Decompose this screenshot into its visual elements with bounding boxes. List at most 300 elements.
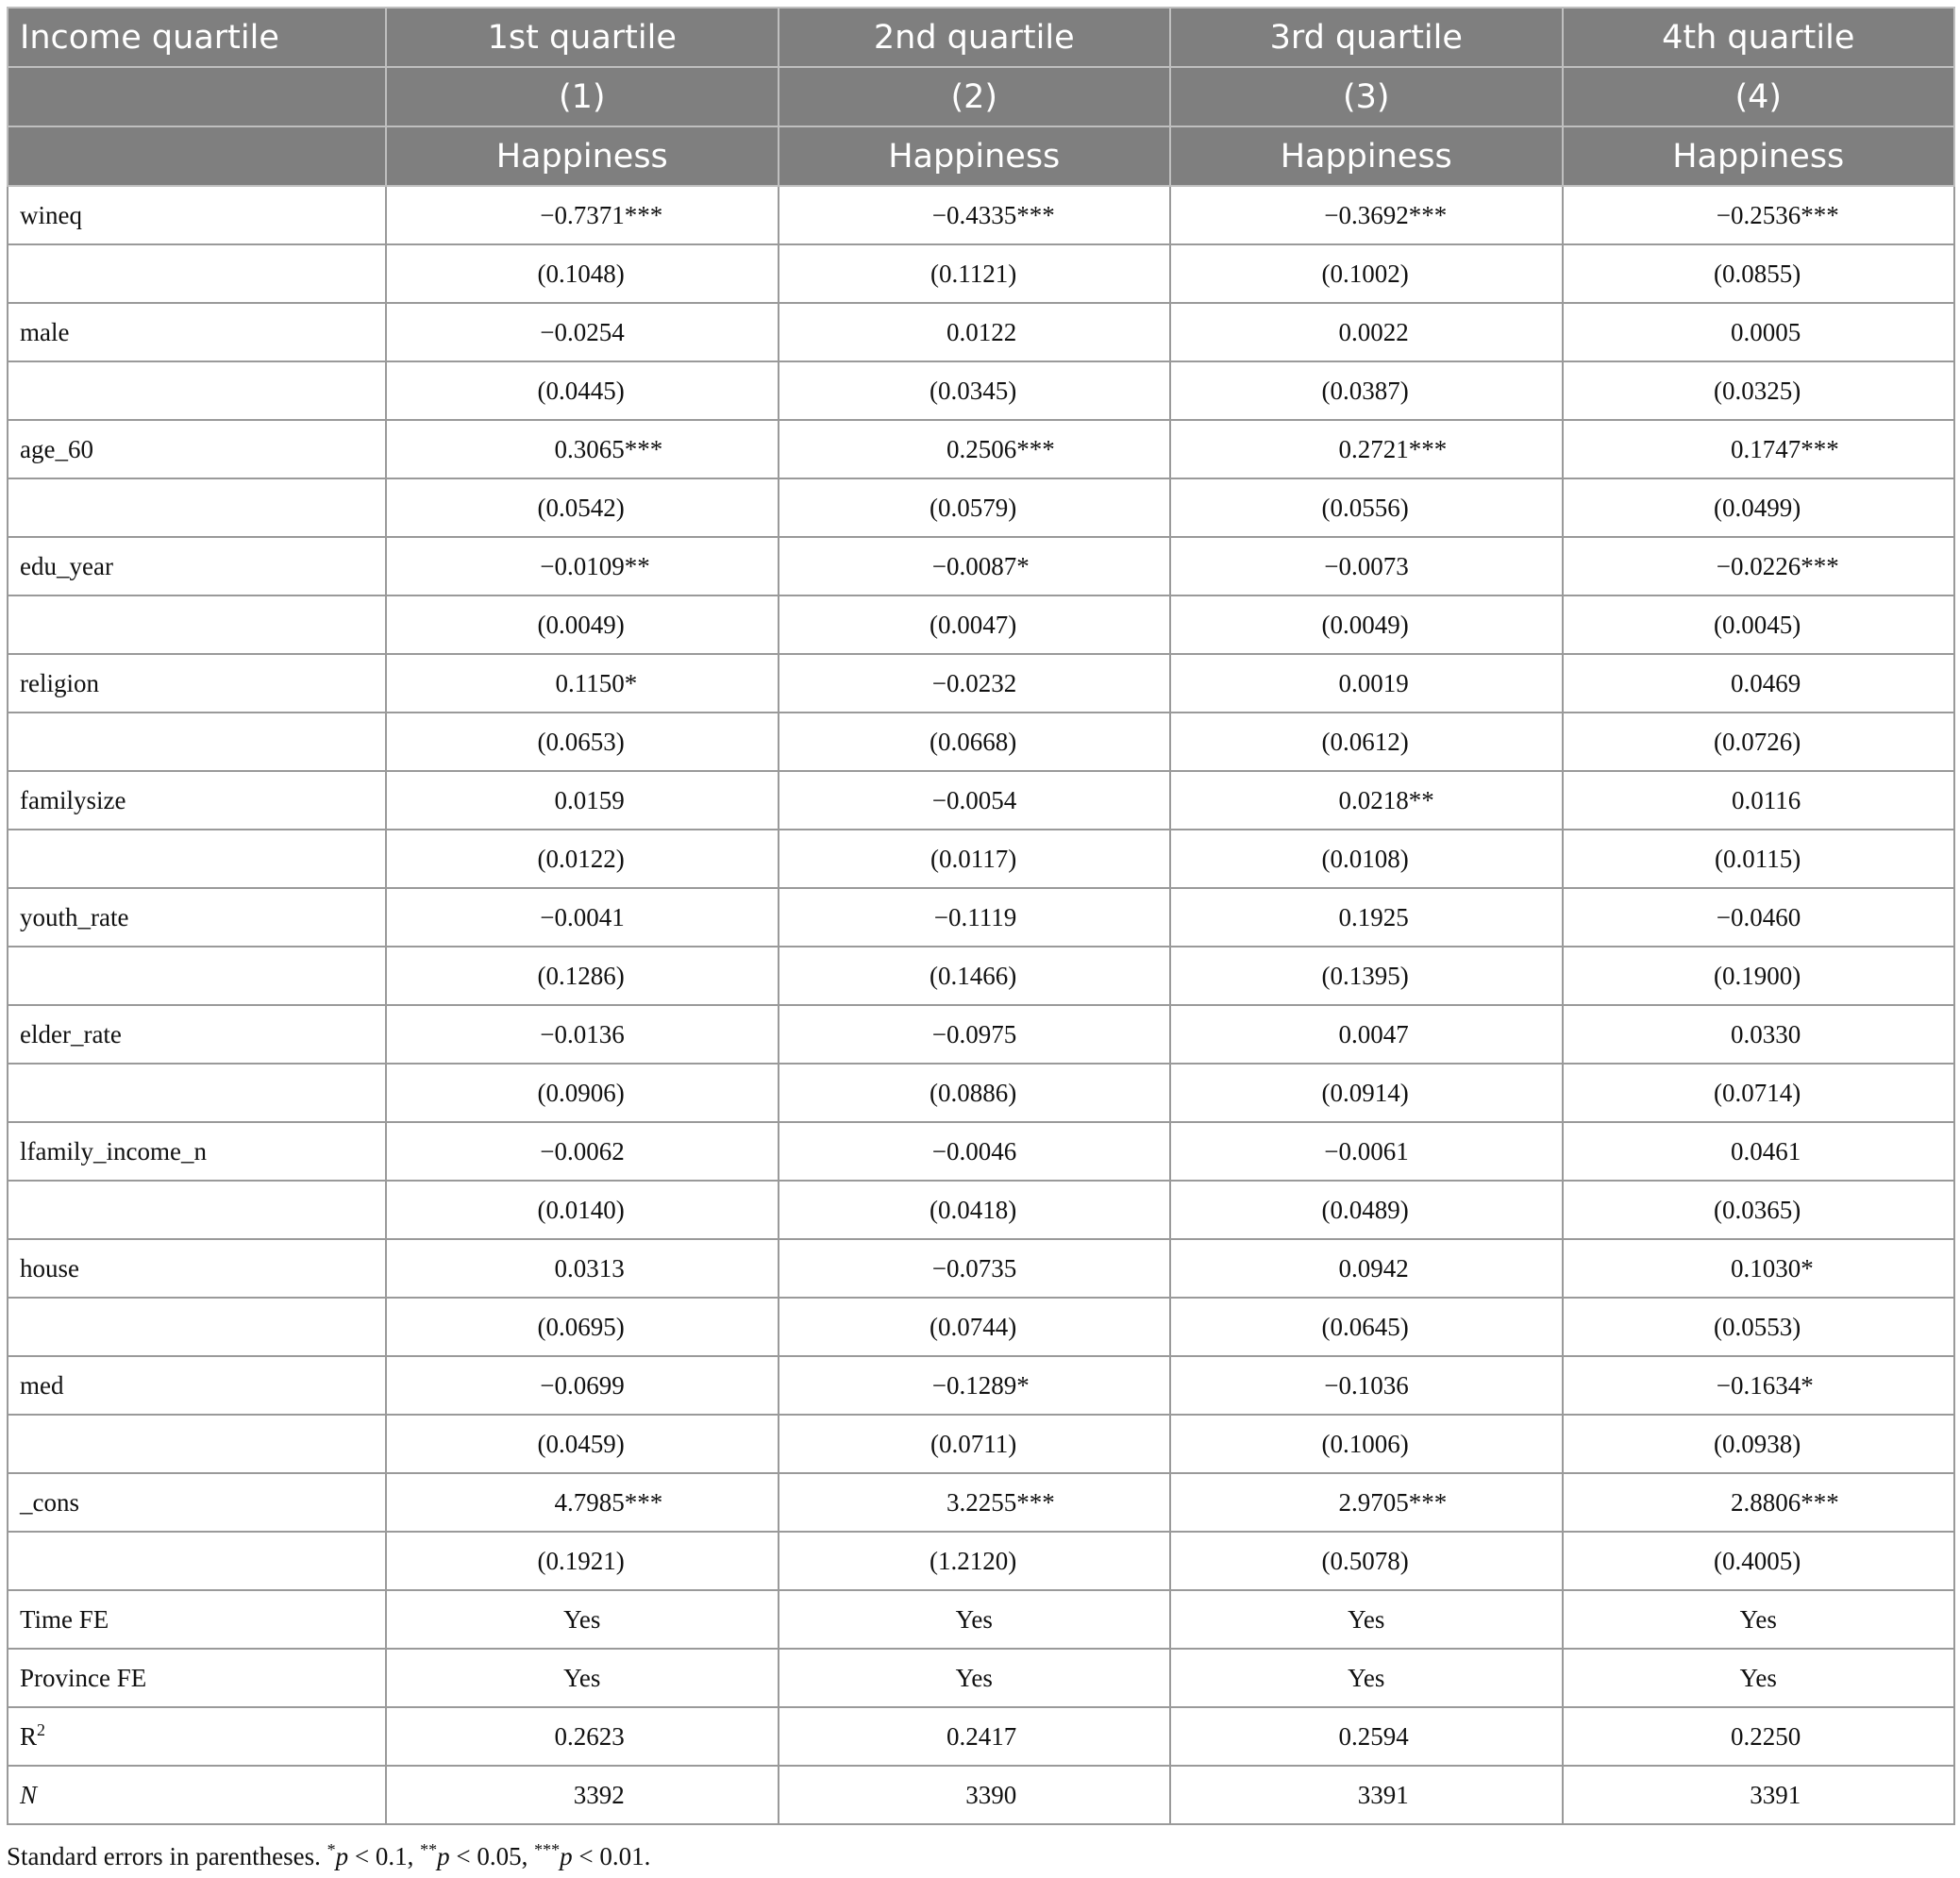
standard-error-value: (0.0542) xyxy=(537,493,625,522)
standard-error-value: (0.0489) xyxy=(1321,1195,1409,1224)
footnote-stars: *** xyxy=(534,1840,561,1859)
coefficient-value: 0.0022 xyxy=(1338,317,1409,346)
coefficient-cell xyxy=(1563,1005,1955,1064)
standard-error-value: (0.0553) xyxy=(1714,1312,1801,1341)
standard-error-cell xyxy=(779,478,1171,537)
fixed-effect-cell xyxy=(779,1590,1171,1649)
coefficient-value: −0.0460 xyxy=(1716,902,1801,931)
footnote-stars: * xyxy=(327,1840,336,1859)
table-body xyxy=(8,186,1954,1824)
significance-stars: * xyxy=(624,668,638,697)
standard-error-value: (0.1286) xyxy=(537,961,625,990)
standard-error-value: (0.0049) xyxy=(1321,610,1409,639)
variable-label: edu_year xyxy=(8,537,386,595)
variable-label: male xyxy=(8,303,386,361)
standard-error-cell xyxy=(386,1415,779,1473)
fixed-effect-value: Yes xyxy=(563,1663,601,1692)
coefficient-cell xyxy=(779,888,1171,947)
coefficient-cell xyxy=(1563,888,1955,947)
significance-stars: *** xyxy=(624,200,663,229)
standard-error-cell xyxy=(1563,1298,1955,1356)
coefficient-value: 0.2721 xyxy=(1338,434,1409,463)
coefficient-value: 0.0469 xyxy=(1731,668,1801,697)
fixed-effect-value: Yes xyxy=(1739,1663,1777,1692)
observations-value: 3391 xyxy=(1357,1780,1409,1809)
standard-error-value: (0.0387) xyxy=(1321,376,1409,405)
standard-error-cell xyxy=(386,947,779,1005)
coefficient-value: 0.2506 xyxy=(946,434,1017,463)
footnote-threshold: < 0.01. xyxy=(572,1842,651,1870)
coefficient-cell xyxy=(779,1356,1171,1415)
standard-error-row xyxy=(8,1064,1954,1122)
r-squared-base: R xyxy=(20,1721,38,1751)
coefficient-cell xyxy=(1563,420,1955,478)
standard-error-value: (0.0459) xyxy=(537,1429,625,1458)
coefficient-value: 0.0159 xyxy=(554,785,625,814)
coefficient-cell xyxy=(779,1239,1171,1298)
coefficient-value: −0.0087 xyxy=(931,551,1017,580)
coefficient-value: 0.0313 xyxy=(554,1253,625,1283)
standard-error-value: (0.0115) xyxy=(1715,844,1801,873)
footnote-p: p xyxy=(437,1842,450,1870)
footnote-p: p xyxy=(335,1842,349,1870)
standard-error-value: (0.0886) xyxy=(930,1078,1017,1107)
coefficient-cell xyxy=(1170,1356,1563,1415)
coefficient-cell xyxy=(779,1005,1171,1064)
coefficient-cell xyxy=(1170,888,1563,947)
coefficient-cell xyxy=(779,303,1171,361)
variable-label: youth_rate xyxy=(8,888,386,947)
coefficient-row xyxy=(8,420,1954,478)
standard-error-value: (0.0108) xyxy=(1321,844,1409,873)
coefficient-value: 4.7985 xyxy=(554,1487,625,1517)
empty-label-cell xyxy=(8,1064,386,1122)
fixed-effect-value: Yes xyxy=(955,1604,993,1634)
standard-error-value: (0.0653) xyxy=(537,727,625,756)
coefficient-cell xyxy=(779,771,1171,830)
observations-value: 3391 xyxy=(1750,1780,1801,1809)
coefficient-value: −0.0073 xyxy=(1324,551,1409,580)
standard-error-value: (0.1006) xyxy=(1321,1429,1409,1458)
coefficient-value: −0.7371 xyxy=(540,200,625,229)
coefficient-cell xyxy=(1170,303,1563,361)
standard-error-cell xyxy=(779,595,1171,654)
coefficient-cell xyxy=(1170,537,1563,595)
standard-error-row xyxy=(8,947,1954,1005)
coefficient-row xyxy=(8,654,1954,713)
empty-label-cell xyxy=(8,1298,386,1356)
standard-error-cell xyxy=(1563,244,1955,303)
standard-error-value: (0.0556) xyxy=(1321,493,1409,522)
r-squared-value: 0.2623 xyxy=(554,1721,625,1751)
fixed-effect-cell xyxy=(1170,1649,1563,1707)
standard-error-value: (0.0711) xyxy=(930,1429,1017,1458)
coefficient-value: −0.4335 xyxy=(931,200,1017,229)
empty-label-cell xyxy=(8,713,386,771)
standard-error-cell xyxy=(1563,361,1955,420)
variable-label: med xyxy=(8,1356,386,1415)
standard-error-cell xyxy=(1563,1064,1955,1122)
significance-stars: *** xyxy=(624,1487,663,1517)
observations-value: 3392 xyxy=(573,1780,625,1809)
standard-error-value: (0.0579) xyxy=(930,493,1017,522)
significance-stars: *** xyxy=(1801,200,1839,229)
coefficient-cell xyxy=(1170,1473,1563,1532)
standard-error-cell xyxy=(1563,947,1955,1005)
standard-error-cell xyxy=(1170,947,1563,1005)
fixed-effect-label: Time FE xyxy=(8,1590,386,1649)
standard-error-value: (0.0726) xyxy=(1714,727,1801,756)
standard-error-value: (0.0140) xyxy=(537,1195,625,1224)
standard-error-row xyxy=(8,1532,1954,1590)
fixed-effect-value: Yes xyxy=(955,1663,993,1692)
standard-error-cell xyxy=(1170,713,1563,771)
empty-label-cell xyxy=(8,361,386,420)
r-squared-cell xyxy=(386,1707,779,1766)
standard-error-value: (0.0047) xyxy=(930,610,1017,639)
standard-error-row xyxy=(8,244,1954,303)
standard-error-cell xyxy=(1563,713,1955,771)
coefficient-cell xyxy=(1563,537,1955,595)
coefficient-row xyxy=(8,1473,1954,1532)
header-cell: (3) xyxy=(1170,67,1563,126)
coefficient-value: −0.0062 xyxy=(540,1136,625,1165)
footnote-stars: ** xyxy=(420,1840,438,1859)
coefficient-value: −0.1036 xyxy=(1324,1370,1409,1400)
coefficient-cell xyxy=(779,537,1171,595)
fixed-effect-value: Yes xyxy=(1739,1604,1777,1634)
header-cell: (1) xyxy=(386,67,779,126)
standard-error-cell xyxy=(779,713,1171,771)
header-cell: Happiness xyxy=(1563,126,1955,186)
standard-error-value: (0.0645) xyxy=(1321,1312,1409,1341)
standard-error-cell xyxy=(779,947,1171,1005)
fixed-effect-value: Yes xyxy=(1348,1663,1385,1692)
standard-error-value: (0.0117) xyxy=(930,844,1017,873)
footnote-lead: Standard errors in parentheses. xyxy=(7,1842,327,1870)
coefficient-cell xyxy=(386,654,779,713)
significance-stars: *** xyxy=(1801,434,1839,463)
coefficient-cell xyxy=(1563,303,1955,361)
coefficient-value: 0.3065 xyxy=(554,434,625,463)
header-cell: Happiness xyxy=(386,126,779,186)
coefficient-cell xyxy=(386,186,779,244)
significance-stars: *** xyxy=(1016,434,1055,463)
coefficient-row xyxy=(8,186,1954,244)
standard-error-cell xyxy=(386,361,779,420)
standard-error-row xyxy=(8,595,1954,654)
coefficient-cell xyxy=(1170,186,1563,244)
significance-stars: *** xyxy=(1408,1487,1448,1517)
r-squared-cell xyxy=(779,1707,1171,1766)
coefficient-value: −0.0254 xyxy=(540,317,625,346)
standard-error-row xyxy=(8,1298,1954,1356)
header-row-dependent-variable xyxy=(8,126,1954,186)
coefficient-cell xyxy=(1563,1239,1955,1298)
coefficient-cell xyxy=(1563,1356,1955,1415)
standard-error-value: (0.1900) xyxy=(1714,961,1801,990)
coefficient-value: −0.0699 xyxy=(540,1370,625,1400)
standard-error-cell xyxy=(386,1298,779,1356)
standard-error-cell xyxy=(386,244,779,303)
standard-error-cell xyxy=(1170,830,1563,888)
table-footnote xyxy=(7,1842,650,1871)
table-header xyxy=(8,8,1954,186)
standard-error-value: (0.0668) xyxy=(930,727,1017,756)
header-cell: 1st quartile xyxy=(386,8,779,67)
standard-error-value: (0.0445) xyxy=(537,376,625,405)
r-squared-value: 0.2250 xyxy=(1731,1721,1801,1751)
r-squared-label xyxy=(8,1707,386,1766)
observations-value: 3390 xyxy=(965,1780,1017,1809)
coefficient-row xyxy=(8,303,1954,361)
coefficient-row xyxy=(8,1239,1954,1298)
coefficient-row xyxy=(8,771,1954,830)
regression-table xyxy=(7,7,1955,1825)
coefficient-cell xyxy=(779,654,1171,713)
coefficient-cell xyxy=(779,1473,1171,1532)
r-squared-value: 0.2594 xyxy=(1338,1721,1409,1751)
standard-error-cell xyxy=(386,713,779,771)
coefficient-value: −0.0136 xyxy=(540,1019,625,1048)
coefficient-value: −0.0109 xyxy=(540,551,625,580)
significance-stars: * xyxy=(1801,1253,1814,1283)
standard-error-value: (0.0345) xyxy=(930,376,1017,405)
coefficient-row xyxy=(8,537,1954,595)
standard-error-value: (0.0499) xyxy=(1714,493,1801,522)
empty-label-cell xyxy=(8,478,386,537)
standard-error-cell xyxy=(1170,361,1563,420)
standard-error-value: (0.0325) xyxy=(1714,376,1801,405)
standard-error-value: (0.0914) xyxy=(1321,1078,1409,1107)
fixed-effect-value: Yes xyxy=(563,1604,601,1634)
coefficient-value: −0.0975 xyxy=(931,1019,1017,1048)
coefficient-cell xyxy=(1170,654,1563,713)
coefficient-value: 0.1150 xyxy=(555,668,625,697)
standard-error-cell xyxy=(1170,478,1563,537)
coefficient-cell xyxy=(1563,654,1955,713)
coefficient-cell xyxy=(1170,420,1563,478)
footnote-threshold: < 0.1, xyxy=(348,1842,421,1870)
coefficient-value: −0.3692 xyxy=(1324,200,1409,229)
significance-stars: * xyxy=(1016,551,1030,580)
standard-error-row xyxy=(8,1415,1954,1473)
standard-error-cell xyxy=(1563,595,1955,654)
coefficient-value: −0.1289 xyxy=(931,1370,1017,1400)
coefficient-cell xyxy=(1170,771,1563,830)
fixed-effect-cell xyxy=(386,1649,779,1707)
r-squared-superscript: 2 xyxy=(37,1719,46,1739)
standard-error-cell xyxy=(386,830,779,888)
coefficient-row xyxy=(8,1356,1954,1415)
standard-error-value: (0.1466) xyxy=(930,961,1017,990)
standard-error-value: (0.0714) xyxy=(1714,1078,1801,1107)
coefficient-value: 0.0330 xyxy=(1731,1019,1801,1048)
significance-stars: ** xyxy=(1408,785,1434,814)
standard-error-cell xyxy=(779,830,1171,888)
standard-error-cell xyxy=(1170,1298,1563,1356)
standard-error-cell xyxy=(386,1532,779,1590)
standard-error-cell xyxy=(1563,830,1955,888)
observations-cell xyxy=(1563,1766,1955,1824)
coefficient-cell xyxy=(1170,1005,1563,1064)
coefficient-cell xyxy=(779,1122,1171,1181)
empty-label-cell xyxy=(8,830,386,888)
coefficient-cell xyxy=(1563,186,1955,244)
observations-cell xyxy=(1170,1766,1563,1824)
header-cell: Happiness xyxy=(779,126,1171,186)
significance-stars: * xyxy=(1016,1370,1030,1400)
coefficient-row xyxy=(8,1122,1954,1181)
coefficient-value: −0.0061 xyxy=(1324,1136,1409,1165)
standard-error-cell xyxy=(1563,1415,1955,1473)
coefficient-value: −0.0226 xyxy=(1716,551,1801,580)
standard-error-row xyxy=(8,361,1954,420)
results-table-container xyxy=(7,7,1953,1825)
header-cell xyxy=(8,126,386,186)
standard-error-cell xyxy=(1170,1415,1563,1473)
header-cell: Happiness xyxy=(1170,126,1563,186)
standard-error-cell xyxy=(779,1532,1171,1590)
r-squared-cell xyxy=(1170,1707,1563,1766)
header-cell: 3rd quartile xyxy=(1170,8,1563,67)
standard-error-value: (0.0418) xyxy=(930,1195,1017,1224)
standard-error-value: (0.1121) xyxy=(930,259,1017,288)
empty-label-cell xyxy=(8,1415,386,1473)
coefficient-value: 0.1747 xyxy=(1731,434,1801,463)
standard-error-value: (0.0049) xyxy=(537,610,625,639)
footnote-p: p xyxy=(560,1842,573,1870)
coefficient-cell xyxy=(386,303,779,361)
standard-error-value: (1.2120) xyxy=(930,1546,1017,1575)
header-row-quartile xyxy=(8,8,1954,67)
fixed-effect-cell xyxy=(1563,1649,1955,1707)
r-squared-value: 0.2417 xyxy=(946,1721,1017,1751)
fixed-effect-cell xyxy=(1563,1590,1955,1649)
variable-label: _cons xyxy=(8,1473,386,1532)
coefficient-value: 0.0218 xyxy=(1338,785,1409,814)
fixed-effect-cell xyxy=(779,1649,1171,1707)
standard-error-value: (0.0122) xyxy=(537,844,625,873)
standard-error-cell xyxy=(779,1064,1171,1122)
coefficient-value: −0.1634 xyxy=(1716,1370,1801,1400)
coefficient-cell xyxy=(779,420,1171,478)
coefficient-value: −0.0232 xyxy=(931,668,1017,697)
standard-error-value: (0.0938) xyxy=(1714,1429,1801,1458)
header-cell: (4) xyxy=(1563,67,1955,126)
r-squared-cell xyxy=(1563,1707,1955,1766)
coefficient-row xyxy=(8,888,1954,947)
header-row-model-number xyxy=(8,67,1954,126)
coefficient-value: −0.0054 xyxy=(931,785,1017,814)
r-squared-row xyxy=(8,1707,1954,1766)
coefficient-row xyxy=(8,1005,1954,1064)
header-cell: 2nd quartile xyxy=(779,8,1171,67)
standard-error-cell xyxy=(1563,1532,1955,1590)
header-cell: (2) xyxy=(779,67,1171,126)
standard-error-value: (0.1048) xyxy=(537,259,625,288)
standard-error-value: (0.0695) xyxy=(537,1312,625,1341)
fixed-effect-value: Yes xyxy=(1348,1604,1385,1634)
coefficient-value: −0.0046 xyxy=(931,1136,1017,1165)
significance-stars: *** xyxy=(1016,200,1055,229)
significance-stars: *** xyxy=(1016,1487,1055,1517)
observations-cell xyxy=(386,1766,779,1824)
standard-error-value: (0.1395) xyxy=(1321,961,1409,990)
empty-label-cell xyxy=(8,244,386,303)
standard-error-cell xyxy=(1170,1064,1563,1122)
standard-error-cell xyxy=(386,478,779,537)
coefficient-value: 0.0461 xyxy=(1731,1136,1801,1165)
significance-stars: *** xyxy=(1801,1487,1839,1517)
footnote-threshold: < 0.05, xyxy=(449,1842,535,1870)
standard-error-row xyxy=(8,830,1954,888)
coefficient-cell xyxy=(386,1356,779,1415)
standard-error-value: (0.4005) xyxy=(1714,1546,1801,1575)
standard-error-cell xyxy=(779,1298,1171,1356)
coefficient-value: 0.1925 xyxy=(1338,902,1409,931)
coefficient-value: 0.0005 xyxy=(1731,317,1801,346)
standard-error-cell xyxy=(1563,478,1955,537)
standard-error-value: (0.1921) xyxy=(537,1546,625,1575)
standard-error-cell xyxy=(779,1415,1171,1473)
coefficient-value: −0.0041 xyxy=(540,902,625,931)
fixed-effect-cell xyxy=(386,1590,779,1649)
observations-row xyxy=(8,1766,1954,1824)
standard-error-cell xyxy=(1170,244,1563,303)
fixed-effect-row xyxy=(8,1649,1954,1707)
coefficient-cell xyxy=(1563,771,1955,830)
variable-label: elder_rate xyxy=(8,1005,386,1064)
coefficient-value: 0.0122 xyxy=(946,317,1017,346)
empty-label-cell xyxy=(8,1532,386,1590)
coefficient-cell xyxy=(386,420,779,478)
standard-error-value: (0.5078) xyxy=(1321,1546,1409,1575)
coefficient-cell xyxy=(386,1122,779,1181)
standard-error-cell xyxy=(779,244,1171,303)
standard-error-cell xyxy=(1170,1181,1563,1239)
significance-stars: *** xyxy=(1801,551,1839,580)
observations-cell xyxy=(779,1766,1171,1824)
standard-error-cell xyxy=(1170,1532,1563,1590)
coefficient-value: 2.8806 xyxy=(1731,1487,1801,1517)
coefficient-value: 0.0019 xyxy=(1338,668,1409,697)
standard-error-value: (0.0612) xyxy=(1321,727,1409,756)
coefficient-cell xyxy=(779,186,1171,244)
standard-error-value: (0.0906) xyxy=(537,1078,625,1107)
standard-error-cell xyxy=(386,1181,779,1239)
coefficient-cell xyxy=(386,888,779,947)
coefficient-value: 0.1030 xyxy=(1731,1253,1801,1283)
coefficient-cell xyxy=(1563,1122,1955,1181)
fixed-effect-label: Province FE xyxy=(8,1649,386,1707)
coefficient-value: 2.9705 xyxy=(1338,1487,1409,1517)
standard-error-value: (0.0365) xyxy=(1714,1195,1801,1224)
variable-label: lfamily_income_n xyxy=(8,1122,386,1181)
standard-error-row xyxy=(8,713,1954,771)
coefficient-cell xyxy=(386,1239,779,1298)
fixed-effect-cell xyxy=(1170,1590,1563,1649)
header-cell: 4th quartile xyxy=(1563,8,1955,67)
standard-error-cell xyxy=(386,595,779,654)
variable-label: house xyxy=(8,1239,386,1298)
header-cell xyxy=(8,67,386,126)
empty-label-cell xyxy=(8,595,386,654)
coefficient-value: 0.0116 xyxy=(1732,785,1801,814)
coefficient-cell xyxy=(1170,1122,1563,1181)
coefficient-cell xyxy=(386,771,779,830)
coefficient-value: 0.0942 xyxy=(1338,1253,1409,1283)
